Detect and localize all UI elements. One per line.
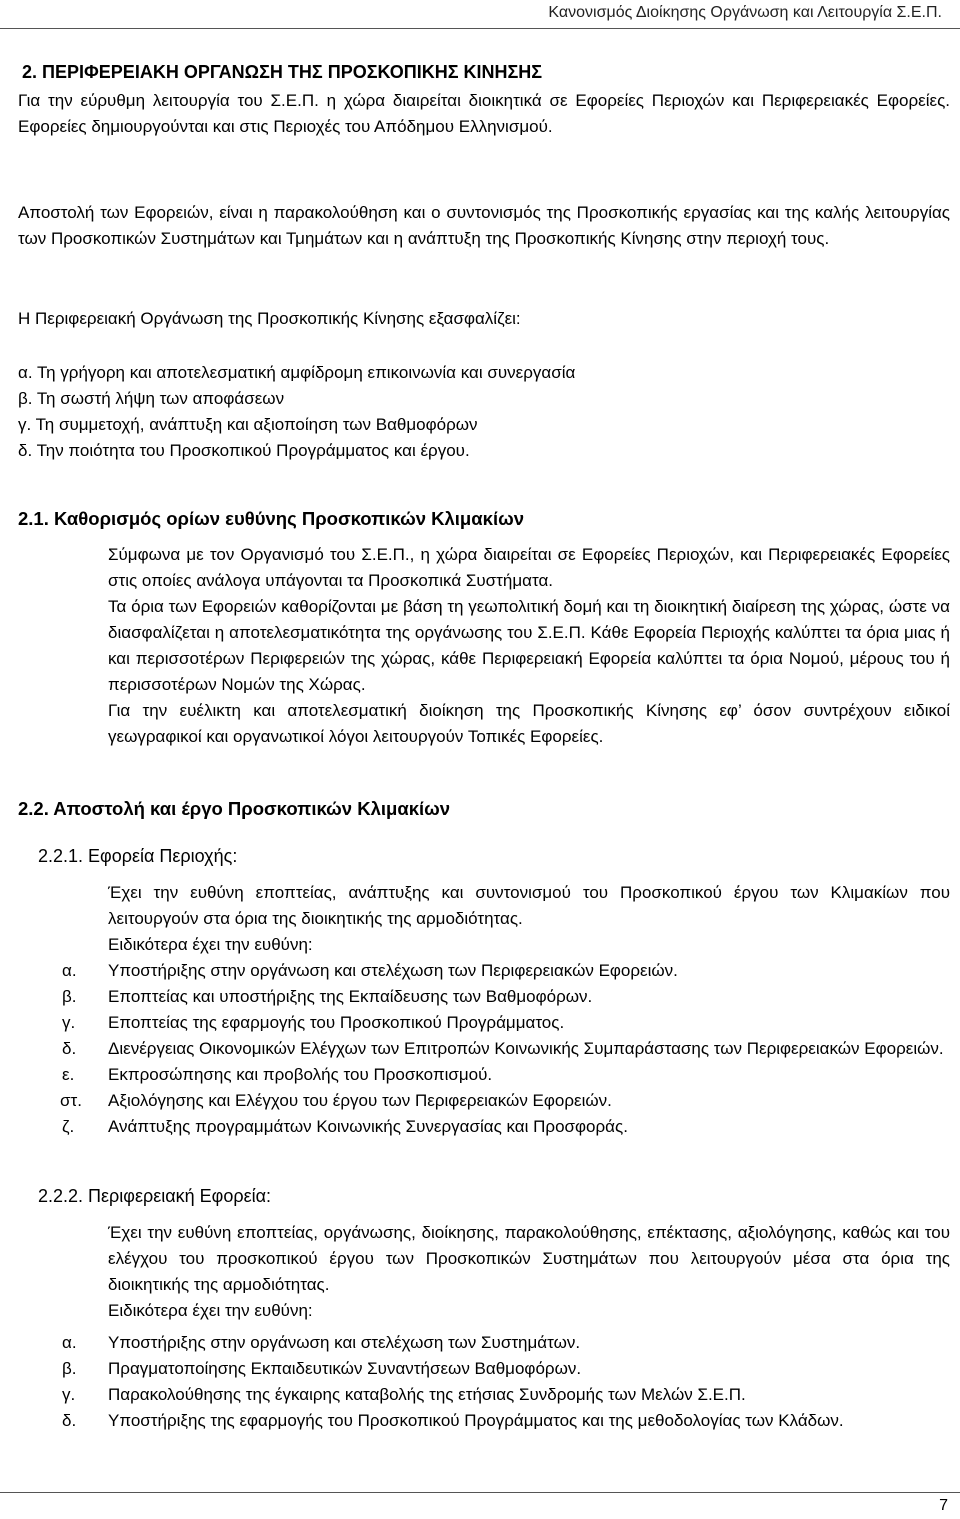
item-label: γ.: [62, 1385, 76, 1404]
item-label: α.: [62, 961, 77, 980]
list-item: [0, 1330, 950, 1356]
paragraph: Σύμφωνα με τον Οργανισμό του Σ.Ε.Π., η χώρα διαιρείται σε Εφορείες Περιοχών, και Περιφερειακές Εφορείες στις οποίες ανάλογα υπάγονται τα Προσκοπικά Συστήματα.: [108, 545, 950, 590]
responsibility-intro: Ειδικότερα έχει την ευθύνη:: [108, 935, 313, 954]
item-label: β.: [62, 987, 77, 1006]
item-label: στ.: [60, 1091, 82, 1110]
header-divider: [0, 28, 960, 29]
item-label: δ.: [62, 1411, 77, 1430]
sub-subsection-title: 2.2.2. Περιφερειακή Εφορεία:: [38, 1186, 272, 1206]
list-item: [0, 1382, 950, 1408]
page-number: 7: [939, 1497, 948, 1514]
subsection-title: 2.1. Καθορισμός ορίων ευθύνης Προσκοπικών Κλιμακίων: [18, 508, 524, 529]
item-text: Αξιολόγησης και Ελέγχου του έργου των Περιφερειακών Εφορειών.: [108, 1091, 612, 1110]
subsection-body: [108, 542, 950, 750]
list-item: β. Τη σωστή λήψη των αποφάσεων: [18, 389, 285, 408]
item-text: Διενέργειας Οικονομικών Ελέγχων των Επιτροπών Κοινωνικής Συμπαράστασης των Περιφερειακών Εφορειών.: [108, 1039, 944, 1058]
footer-divider: [0, 1492, 960, 1493]
list-item: [0, 1408, 950, 1434]
ensure-list: [18, 360, 575, 464]
item-text: Παρακολούθησης της έγκαιρης καταβολής της ετήσιας Συνδρομής των Μελών Σ.Ε.Π.: [108, 1385, 746, 1404]
item-label: α.: [62, 1333, 77, 1352]
list-item: [0, 1010, 950, 1036]
list-item: [0, 958, 950, 984]
list-item: γ. Τη συμμετοχή, ανάπτυξη και αξιοποίηση των Βαθμοφόρων: [18, 415, 478, 434]
ensure-intro: Η Περιφερειακή Οργάνωση της Προσκοπικής Κίνησης εξασφαλίζει:: [18, 309, 521, 328]
sub-subsection-title: 2.2.1. Εφορεία Περιοχής:: [38, 846, 238, 866]
running-header: Κανονισμός Διοίκησης Οργάνωση και Λειτουργία Σ.Ε.Π.: [548, 4, 942, 21]
item-text: Ανάπτυξης προγραμμάτων Κοινωνικής Συνεργασίας και Προσφοράς.: [108, 1117, 628, 1136]
subsection-title: 2.2. Αποστολή και έργο Προσκοπικών Κλιμακίων: [18, 798, 451, 819]
sub-subsection-body: [108, 1220, 950, 1324]
paragraph: Έχει την ευθύνη εποπτείας, ανάπτυξης και συντονισμού του Προσκοπικού έργου των Κλιμακίων που λειτουργούν στα όρια της διοικητικής της αρμοδιότητας.: [108, 883, 950, 928]
paragraph: Για την ευέλικτη και αποτελεσματική διοίκηση της Προσκοπικής Κίνησης εφ’ όσον συντρέχουν ειδικοί γεωγραφικοί και οργανωτικοί λόγοι λειτουργούν Τοπικές Εφορείες.: [108, 701, 950, 746]
list-item: α. Τη γρήγορη και αποτελεσματική αμφίδρομη επικοινωνία και συνεργασία: [18, 363, 576, 382]
item-label: ε.: [62, 1065, 75, 1084]
responsibility-intro: Ειδικότερα έχει την ευθύνη:: [108, 1301, 313, 1320]
intro-paragraph: Για την εύρυθμη λειτουργία του Σ.Ε.Π. η χώρα διαιρείται διοικητικά σε Εφορείες Περιοχών και Περιφερειακές Εφορείες. Εφορείες δημιουργούνται και στις Περιοχές του Απόδημου Ελληνισμού.: [18, 91, 950, 136]
item-label: ζ.: [62, 1117, 75, 1136]
item-text: Υποστήριξης της εφαρμογής του Προσκοπικού Προγράμματος και της μεθοδολογίας των Κλάδων.: [108, 1411, 844, 1430]
item-text: Πραγματοποίησης Εκπαιδευτικών Συναντήσεων Βαθμοφόρων.: [108, 1359, 582, 1378]
item-label: β.: [62, 1359, 77, 1378]
list-item: [0, 1088, 950, 1114]
mission-paragraph: Αποστολή των Εφορειών, είναι η παρακολούθηση και ο συντονισμός της Προσκοπικής εργασίας και της καλής λειτουργίας των Προσκοπικών Συστημάτων και Τμημάτων και η ανάπτυξη της Προσκοπικής Κίνησης στην περιοχή τους.: [18, 203, 950, 248]
item-text: Εποπτείας της εφαρμογής του Προσκοπικού Προγράμματος.: [108, 1013, 565, 1032]
item-label: γ.: [62, 1013, 76, 1032]
paragraph: Έχει την ευθύνη εποπτείας, οργάνωσης, διοίκησης, παρακολούθησης, επέκτασης, αξιολόγησης, καθώς και του ελέγχου του προσκοπικού έργου των Προσκοπικών Συστημάτων που λειτουργούν μέσα στα όρια της διοικητικής της αρμοδιότητας.: [108, 1223, 950, 1294]
list-item: [0, 984, 950, 1010]
paragraph: Τα όρια των Εφορειών καθορίζονται με βάση τη γεωπολιτική δομή και τη διοικητική διαίρεση της χώρας, ώστε να διασφαλίζεται η αποτελεσματικότητα της οργάνωσης του Σ.Ε.Π. Κάθε Εφορεία Περιοχής καλύπτει τα όρια μιας ή και περισσοτέρων Περιφερειών της χώρας, κάθε Περιφερειακή Εφορεία καλύπτει τα όρια Νομού, μέρους του ή περισσοτέρων Νομών της Χώρας.: [108, 597, 950, 694]
list-item: [0, 1062, 950, 1088]
list-item: [0, 1114, 950, 1140]
section-title: 2. ΠΕΡΙΦΕΡΕΙΑΚΗ ΟΡΓΑΝΩΣΗ ΤΗΣ ΠΡΟΣΚΟΠΙΚΗΣ ΚΙΝΗΣΗΣ: [22, 62, 543, 82]
list-item: [0, 1356, 950, 1382]
item-text: Υποστήριξης στην οργάνωση και στελέχωση των Περιφερειακών Εφορειών.: [108, 961, 678, 980]
responsibility-list: [0, 958, 950, 1140]
responsibility-list: [0, 1330, 950, 1434]
item-text: Εποπτείας και υποστήριξης της Εκπαίδευσης των Βαθμοφόρων.: [108, 987, 593, 1006]
list-item: δ. Την ποιότητα του Προσκοπικού Προγράμματος και έργου.: [18, 441, 470, 460]
item-text: Εκπροσώπησης και προβολής του Προσκοπισμού.: [108, 1065, 493, 1084]
list-item: [0, 1036, 950, 1062]
sub-subsection-body: [108, 880, 950, 958]
item-text: Υποστήριξης στην οργάνωση και στελέχωση των Συστημάτων.: [108, 1333, 581, 1352]
item-label: δ.: [62, 1039, 77, 1058]
